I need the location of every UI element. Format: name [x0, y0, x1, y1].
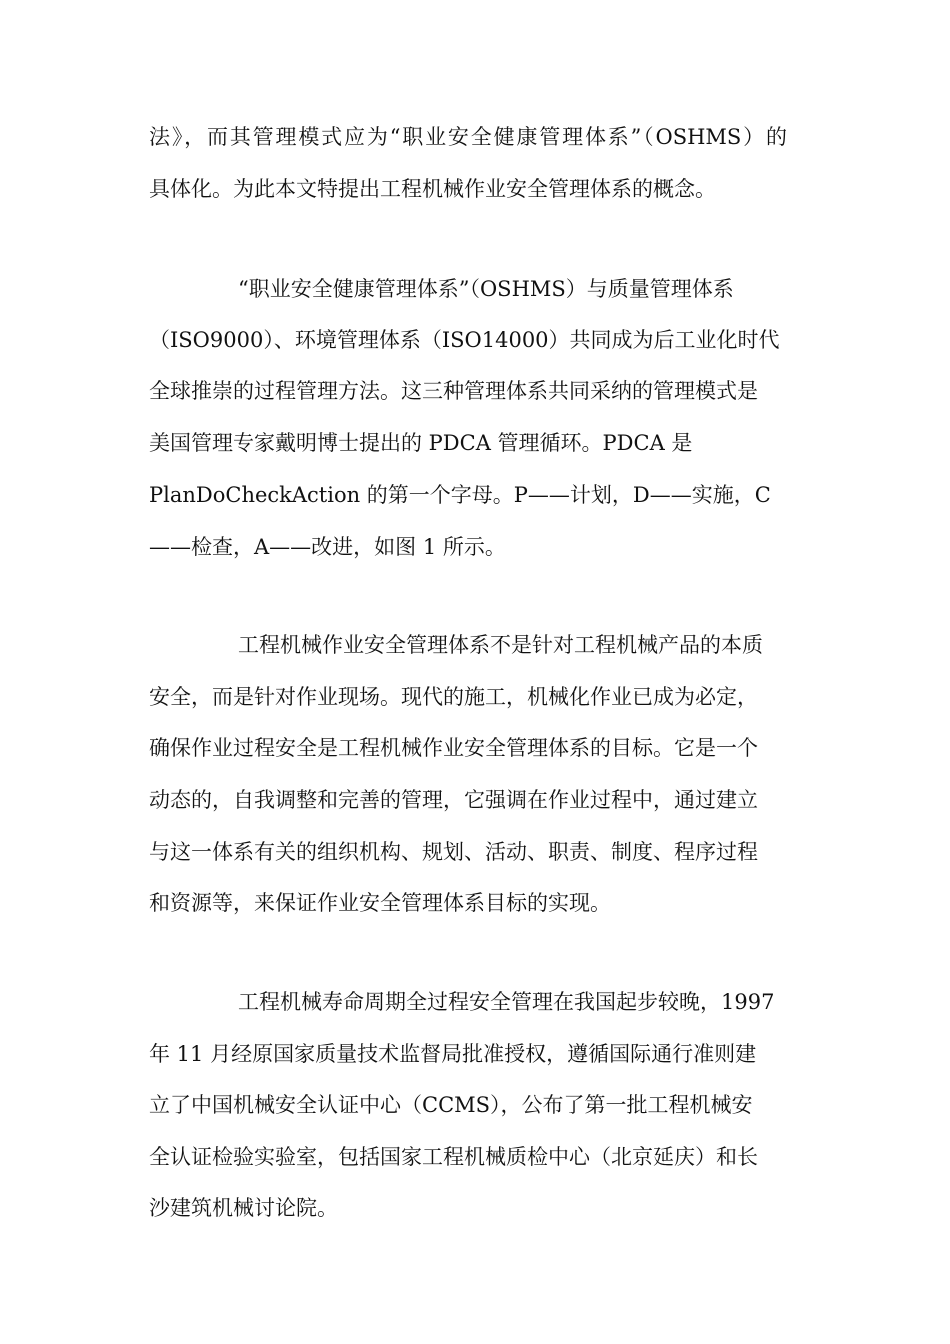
- paragraph-1-line-1: 法》，而其管理模式应为“职业安全健康管理体系”（OSHMS）的: [149, 125, 787, 149]
- paragraph-4-line-3: 立了中国机械安全认证中心（CCMS），公布了第一批工程机械安: [149, 1093, 753, 1117]
- paragraph-2-line-5: PlanDoCheckAction 的第一个字母。P——计划，D——实施，C: [149, 483, 771, 507]
- paragraph-2-line-1: “职业安全健康管理体系”（OSHMS）与质量管理体系: [238, 277, 734, 301]
- paragraph-4-line-2: 年 11 月经原国家质量技术监督局批准授权，遵循国际通行准则建: [149, 1042, 757, 1066]
- paragraph-3-line-4: 动态的，自我调整和完善的管理，它强调在作业过程中，通过建立: [149, 788, 758, 812]
- paragraph-4-line-1: 工程机械寿命周期全过程安全管理在我国起步较晚，1997: [238, 990, 775, 1014]
- paragraph-3-line-5: 与这一体系有关的组织机构、规划、活动、职责、制度、程序过程: [149, 840, 758, 864]
- paragraph-1-line-2: 具体化。为此本文特提出工程机械作业安全管理体系的概念。: [149, 177, 716, 201]
- paragraph-2-line-6: ——检查，A——改进，如图 1 所示。: [149, 535, 506, 559]
- paragraph-4-line-5: 沙建筑机械讨论院。: [149, 1196, 338, 1220]
- paragraph-2-line-2: （ISO9000）、环境管理体系（ISO14000）共同成为后工业化时代: [149, 328, 780, 352]
- paragraph-3-line-3: 确保作业过程安全是工程机械作业安全管理体系的目标。它是一个: [149, 736, 758, 760]
- paragraph-2-line-4: 美国管理专家戴明博士提出的 PDCA 管理循环。PDCA 是: [149, 431, 693, 455]
- paragraph-2-line-3: 全球推崇的过程管理方法。这三种管理体系共同采纳的管理模式是: [149, 379, 758, 403]
- paragraph-3-line-6: 和资源等，来保证作业安全管理体系目标的实现。: [149, 891, 611, 915]
- paragraph-3-line-2: 安全，而是针对作业现场。现代的施工，机械化作业已成为必定，: [149, 685, 758, 709]
- paragraph-4-line-4: 全认证检验实验室，包括国家工程机械质检中心（北京延庆）和长: [149, 1145, 758, 1169]
- paragraph-3-line-1: 工程机械作业安全管理体系不是针对工程机械产品的本质: [238, 633, 763, 657]
